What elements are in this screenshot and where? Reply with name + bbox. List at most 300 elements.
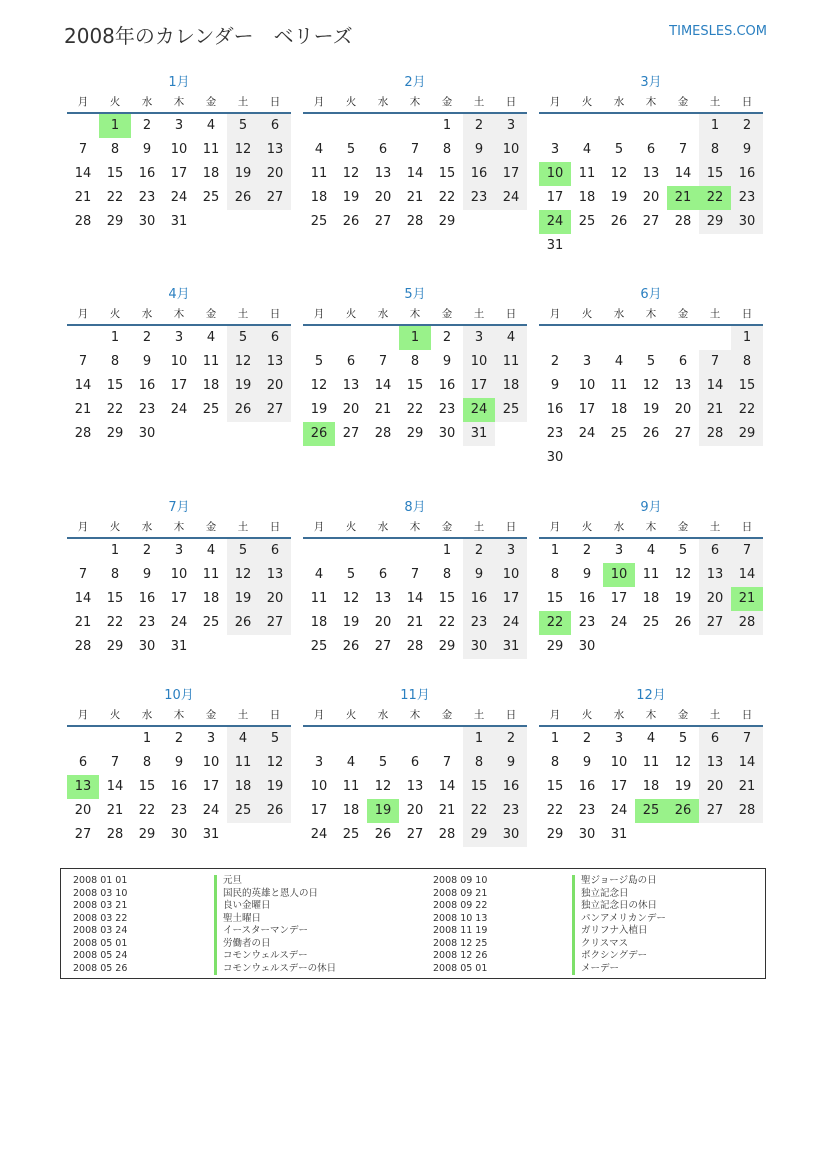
weekday-label: 月 (77, 521, 89, 533)
day-cell: 8 (442, 142, 452, 157)
weekend-day-cell: 6 (259, 326, 291, 350)
day-cell: 16 (138, 591, 156, 606)
weekend-day-cell: 3 (495, 114, 527, 138)
empty-cell (399, 114, 431, 138)
day-cell: 7 (78, 567, 88, 582)
holiday-day-cell: 19 (367, 799, 399, 823)
holiday-date: 2008 05 26 (73, 962, 128, 974)
day-cell: 1 (550, 731, 560, 746)
week-row (303, 210, 527, 234)
day-cell: 13 (342, 378, 360, 393)
weekend-day-cell: 10 (495, 138, 527, 162)
weekday-header (67, 705, 291, 727)
day-cell: 23 (170, 803, 188, 818)
day-cell: 8 (110, 142, 120, 157)
week-row (539, 186, 763, 210)
weekend-day-cell: 13 (259, 563, 291, 587)
empty-cell (67, 727, 99, 751)
day-cell: 14 (74, 378, 92, 393)
week-row (303, 799, 527, 823)
week-row (67, 751, 291, 775)
weekend-day-cell: 28 (699, 422, 731, 446)
weekday-label: 土 (237, 308, 249, 320)
weekend-day-cell: 29 (731, 422, 763, 446)
weekend-day-cell: 16 (463, 587, 495, 611)
day-cell: 9 (550, 378, 560, 393)
empty-cell (227, 422, 259, 446)
day-cell: 23 (546, 426, 564, 441)
day-cell: 12 (674, 567, 692, 582)
day-cell: 28 (406, 214, 424, 229)
day-cell: 29 (546, 827, 564, 842)
day-cell: 9 (142, 142, 152, 157)
day-cell: 5 (614, 142, 624, 157)
day-cell: 17 (578, 402, 596, 417)
day-cell: 3 (174, 330, 184, 345)
day-cell: 25 (342, 827, 360, 842)
weekday-label: 日 (269, 96, 281, 108)
day-cell: 9 (174, 755, 184, 770)
month-title: 4月 (168, 287, 190, 302)
weekend-day-cell: 5 (259, 727, 291, 751)
empty-cell (259, 635, 291, 659)
day-cell: 23 (578, 803, 596, 818)
weekend-day-cell: 7 (699, 350, 731, 374)
day-cell: 2 (142, 118, 152, 133)
holiday-day-cell: 26 (667, 799, 699, 823)
empty-cell (603, 635, 635, 659)
day-cell: 4 (346, 755, 356, 770)
weekend-day-cell: 23 (463, 186, 495, 210)
day-cell: 8 (550, 567, 560, 582)
weekday-label: 月 (549, 96, 561, 108)
day-cell: 18 (342, 803, 360, 818)
empty-cell (667, 114, 699, 138)
day-cell: 16 (138, 378, 156, 393)
day-cell: 14 (674, 166, 692, 181)
weekday-label: 水 (377, 521, 389, 533)
page-title: 2008年のカレンダー ベリーズ (64, 24, 353, 48)
day-cell: 28 (374, 426, 392, 441)
week-row (67, 210, 291, 234)
day-cell: 18 (610, 402, 628, 417)
weekday-header (303, 92, 527, 114)
weekday-label: 土 (237, 96, 249, 108)
weekend-day-cell: 23 (731, 186, 763, 210)
weekday-label: 土 (473, 709, 485, 721)
holiday-day-cell: 10 (603, 563, 635, 587)
week-row (67, 799, 291, 823)
weekend-day-cell: 27 (259, 398, 291, 422)
weekday-label: 水 (613, 709, 625, 721)
weekend-day-cell: 21 (731, 775, 763, 799)
day-cell: 5 (314, 354, 324, 369)
week-row (67, 162, 291, 186)
weekend-day-cell: 20 (699, 775, 731, 799)
day-cell: 30 (138, 214, 156, 229)
weekend-day-cell: 19 (227, 374, 259, 398)
weekday-label: 日 (741, 96, 753, 108)
holiday-date: 2008 03 22 (73, 912, 128, 924)
weekend-day-cell: 12 (227, 350, 259, 374)
day-cell: 11 (578, 166, 596, 181)
day-cell: 20 (342, 402, 360, 417)
week-row (539, 234, 763, 258)
weekend-day-cell: 6 (699, 539, 731, 563)
day-cell: 9 (142, 354, 152, 369)
empty-cell (731, 823, 763, 847)
day-cell: 26 (374, 827, 392, 842)
weekday-label: 金 (677, 96, 689, 108)
weekend-day-cell: 25 (495, 398, 527, 422)
week-row (539, 823, 763, 847)
weekend-day-cell: 19 (227, 587, 259, 611)
weekday-label: 水 (613, 308, 625, 320)
weekday-label: 土 (709, 521, 721, 533)
day-cell: 18 (642, 591, 660, 606)
day-cell: 23 (138, 615, 156, 630)
weekend-day-cell: 9 (463, 563, 495, 587)
day-cell: 7 (378, 354, 388, 369)
day-cell: 20 (374, 615, 392, 630)
week-row (303, 186, 527, 210)
day-cell: 25 (310, 214, 328, 229)
day-cell: 24 (170, 402, 188, 417)
day-cell: 28 (74, 639, 92, 654)
empty-cell (431, 727, 463, 751)
day-cell: 2 (582, 543, 592, 558)
week-row (67, 587, 291, 611)
day-cell: 22 (546, 803, 564, 818)
day-cell: 4 (314, 142, 324, 157)
weekday-label: 水 (141, 308, 153, 320)
week-row (67, 114, 291, 138)
weekday-label: 火 (345, 96, 357, 108)
weekday-header (539, 304, 763, 326)
empty-cell (195, 635, 227, 659)
day-cell: 27 (674, 426, 692, 441)
weekday-label: 月 (549, 709, 561, 721)
day-cell: 13 (374, 591, 392, 606)
week-row (303, 350, 527, 374)
day-cell: 13 (374, 166, 392, 181)
weekday-label: 日 (505, 308, 517, 320)
month-block (303, 74, 527, 234)
empty-cell (367, 727, 399, 751)
month-title: 2月 (404, 75, 426, 90)
empty-cell (539, 114, 571, 138)
empty-cell (259, 422, 291, 446)
day-cell: 10 (170, 354, 188, 369)
day-cell: 31 (170, 214, 188, 229)
day-cell: 7 (678, 142, 688, 157)
weekend-day-cell: 3 (495, 539, 527, 563)
weekend-day-cell: 12 (227, 138, 259, 162)
day-cell: 21 (74, 615, 92, 630)
day-cell: 2 (142, 330, 152, 345)
weekday-label: 日 (741, 521, 753, 533)
day-cell: 4 (314, 567, 324, 582)
day-cell: 6 (678, 354, 688, 369)
day-cell: 2 (550, 354, 560, 369)
day-cell: 20 (642, 190, 660, 205)
week-row (303, 326, 527, 350)
site-logo[interactable]: TIMESLES.COM (669, 24, 767, 39)
day-cell: 15 (438, 166, 456, 181)
day-cell: 16 (578, 779, 596, 794)
holiday-name: 聖ジョージ島の日 (572, 875, 666, 888)
weekday-label: 金 (441, 709, 453, 721)
day-cell: 17 (310, 803, 328, 818)
weekend-day-cell: 20 (259, 162, 291, 186)
day-cell: 21 (74, 402, 92, 417)
week-row (67, 374, 291, 398)
weekend-day-cell: 16 (495, 775, 527, 799)
weekday-label: 日 (505, 521, 517, 533)
empty-cell (699, 823, 731, 847)
holiday-dates-col-1 (73, 875, 127, 975)
day-cell: 19 (642, 402, 660, 417)
month-title: 7月 (168, 500, 190, 515)
day-cell: 5 (678, 543, 688, 558)
day-cell: 12 (610, 166, 628, 181)
weekend-day-cell: 30 (463, 635, 495, 659)
week-row (67, 350, 291, 374)
weekend-day-cell: 2 (731, 114, 763, 138)
empty-cell (367, 539, 399, 563)
weekend-day-cell: 16 (731, 162, 763, 186)
day-cell: 22 (406, 402, 424, 417)
weekend-day-cell: 26 (227, 611, 259, 635)
empty-cell (635, 823, 667, 847)
holiday-name: 良い金曜日 (214, 900, 336, 913)
day-cell: 15 (106, 378, 124, 393)
empty-cell (67, 539, 99, 563)
week-row (67, 775, 291, 799)
empty-cell (195, 210, 227, 234)
weekend-day-cell: 18 (227, 775, 259, 799)
weekday-label: 木 (173, 96, 185, 108)
week-row (303, 114, 527, 138)
day-cell: 27 (374, 639, 392, 654)
empty-cell (731, 446, 763, 470)
weekend-day-cell: 29 (463, 823, 495, 847)
day-cell: 23 (578, 615, 596, 630)
day-cell: 4 (206, 118, 216, 133)
weekday-label: 金 (205, 308, 217, 320)
empty-cell (335, 539, 367, 563)
holiday-day-cell: 1 (399, 326, 431, 350)
weekend-day-cell: 30 (495, 823, 527, 847)
weekend-day-cell: 17 (463, 374, 495, 398)
empty-cell (399, 539, 431, 563)
weekday-label: 月 (313, 709, 325, 721)
weekend-day-cell: 8 (731, 350, 763, 374)
holiday-name: ボクシングデー (572, 950, 666, 963)
empty-cell (699, 234, 731, 258)
weekend-day-cell: 14 (731, 563, 763, 587)
weekday-label: 月 (77, 308, 89, 320)
month-title: 12月 (636, 688, 666, 703)
week-row (303, 422, 527, 446)
weekday-label: 土 (237, 709, 249, 721)
weekend-day-cell: 24 (495, 611, 527, 635)
weekend-day-cell: 4 (495, 326, 527, 350)
week-row (303, 398, 527, 422)
weekday-label: 火 (581, 308, 593, 320)
empty-cell (635, 635, 667, 659)
week-row (303, 138, 527, 162)
holiday-names-col-1 (214, 875, 336, 975)
weekend-day-cell: 30 (731, 210, 763, 234)
month-block (67, 499, 291, 659)
day-cell: 31 (546, 238, 564, 253)
empty-cell (335, 114, 367, 138)
day-cell: 17 (610, 591, 628, 606)
weekend-day-cell: 27 (259, 186, 291, 210)
day-cell: 24 (310, 827, 328, 842)
holiday-day-cell: 24 (463, 398, 495, 422)
empty-cell (495, 422, 527, 446)
holiday-date: 2008 03 21 (73, 900, 128, 911)
weekend-day-cell: 18 (495, 374, 527, 398)
weekday-label: 金 (205, 521, 217, 533)
week-row (67, 563, 291, 587)
holiday-name: 労働者の日 (214, 938, 336, 951)
day-cell: 11 (202, 354, 220, 369)
day-cell: 22 (438, 190, 456, 205)
day-cell: 6 (646, 142, 656, 157)
empty-cell (635, 446, 667, 470)
weekday-label: 月 (313, 96, 325, 108)
day-cell: 4 (206, 330, 216, 345)
day-cell: 12 (310, 378, 328, 393)
day-cell: 14 (406, 591, 424, 606)
weekend-day-cell: 14 (699, 374, 731, 398)
day-cell: 12 (342, 166, 360, 181)
holiday-name: 元旦 (214, 875, 336, 888)
day-cell: 12 (374, 779, 392, 794)
day-cell: 30 (170, 827, 188, 842)
weekday-label: 土 (473, 308, 485, 320)
empty-cell (335, 326, 367, 350)
weekday-label: 木 (409, 96, 421, 108)
day-cell: 1 (142, 731, 152, 746)
weekend-day-cell: 1 (731, 326, 763, 350)
weekend-day-cell: 5 (227, 539, 259, 563)
weekend-day-cell: 27 (259, 611, 291, 635)
day-cell: 8 (410, 354, 420, 369)
weekend-day-cell: 7 (731, 727, 763, 751)
holiday-date: 2008 01 01 (73, 875, 128, 886)
empty-cell (259, 823, 291, 847)
day-cell: 3 (206, 731, 216, 746)
day-cell: 20 (74, 803, 92, 818)
day-cell: 7 (78, 354, 88, 369)
day-cell: 24 (610, 615, 628, 630)
day-cell: 17 (610, 779, 628, 794)
weekend-day-cell: 1 (463, 727, 495, 751)
weekend-day-cell: 9 (731, 138, 763, 162)
week-row (67, 635, 291, 659)
month-block (303, 687, 527, 847)
day-cell: 3 (174, 118, 184, 133)
holiday-date: 2008 05 01 (433, 962, 488, 974)
day-cell: 21 (406, 615, 424, 630)
empty-cell (259, 210, 291, 234)
empty-cell (571, 446, 603, 470)
weekend-day-cell: 20 (259, 587, 291, 611)
weekday-label: 火 (109, 709, 121, 721)
month-block (67, 687, 291, 847)
weekend-day-cell: 19 (259, 775, 291, 799)
day-cell: 1 (110, 543, 120, 558)
empty-cell (571, 326, 603, 350)
day-cell: 25 (202, 190, 220, 205)
week-row (539, 210, 763, 234)
day-cell: 24 (170, 190, 188, 205)
day-cell: 13 (406, 779, 424, 794)
week-row (303, 823, 527, 847)
weekday-label: 月 (549, 521, 561, 533)
weekday-header (539, 92, 763, 114)
weekend-day-cell: 23 (495, 799, 527, 823)
day-cell: 19 (674, 591, 692, 606)
holiday-day-cell: 10 (539, 162, 571, 186)
day-cell: 11 (202, 142, 220, 157)
holiday-name: クリスマス (572, 938, 666, 951)
week-row (539, 114, 763, 138)
day-cell: 11 (202, 567, 220, 582)
day-cell: 14 (438, 779, 456, 794)
empty-cell (463, 210, 495, 234)
weekday-label: 月 (77, 96, 89, 108)
weekday-header (539, 705, 763, 727)
day-cell: 9 (582, 567, 592, 582)
day-cell: 3 (314, 755, 324, 770)
holiday-day-cell: 25 (635, 799, 667, 823)
week-row (539, 138, 763, 162)
empty-cell (367, 114, 399, 138)
day-cell: 25 (642, 615, 660, 630)
empty-cell (699, 326, 731, 350)
day-cell: 22 (438, 615, 456, 630)
holiday-name: 独立記念日の休日 (572, 900, 666, 913)
weekday-label: 水 (141, 96, 153, 108)
day-cell: 5 (346, 142, 356, 157)
holiday-name: コモンウェルスデー (214, 950, 336, 963)
day-cell: 3 (174, 543, 184, 558)
holiday-day-cell: 22 (539, 611, 571, 635)
day-cell: 15 (106, 166, 124, 181)
weekend-day-cell: 15 (699, 162, 731, 186)
weekday-label: 火 (109, 308, 121, 320)
day-cell: 20 (674, 402, 692, 417)
day-cell: 29 (106, 426, 124, 441)
weekday-label: 木 (409, 709, 421, 721)
weekday-label: 日 (269, 709, 281, 721)
day-cell: 11 (642, 567, 660, 582)
day-cell: 29 (138, 827, 156, 842)
holiday-name: メーデー (572, 963, 666, 976)
day-cell: 24 (202, 803, 220, 818)
day-cell: 25 (202, 615, 220, 630)
month-title: 6月 (640, 287, 662, 302)
empty-cell (667, 234, 699, 258)
empty-cell (67, 326, 99, 350)
weekend-day-cell: 9 (463, 138, 495, 162)
month-title: 10月 (164, 688, 194, 703)
